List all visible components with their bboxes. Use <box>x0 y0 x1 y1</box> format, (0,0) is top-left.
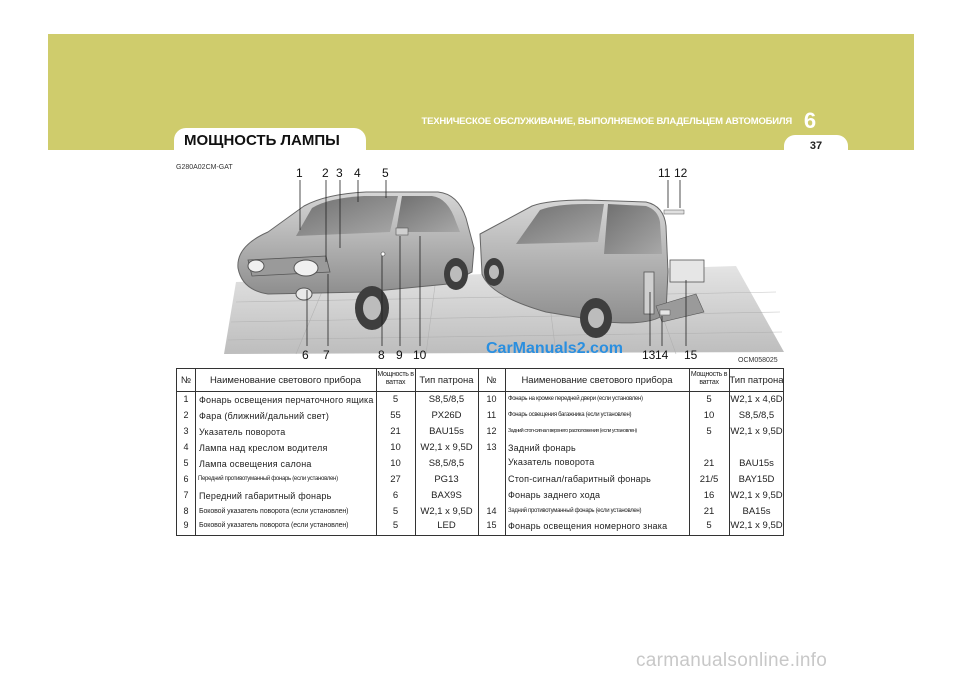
footer-watermark: carmanualsonline.info <box>636 650 828 671</box>
row-socket: W2,1 x 9,5D <box>420 442 473 453</box>
row-num: 6 <box>183 474 189 484</box>
row-name: Лампа освещения салона <box>199 459 312 469</box>
row-name: Передний габаритный фонарь <box>199 491 332 501</box>
callout-11: 11 <box>658 166 671 180</box>
row-socket: S8,5/8,5 <box>738 410 775 421</box>
row-num: 5 <box>183 458 189 468</box>
row-name: Задний стоп-сигнал верхнего расположения (если установлен) <box>508 428 637 434</box>
row-num: 8 <box>183 506 189 516</box>
page-number: 37 <box>809 140 823 152</box>
row-power: 21 <box>703 458 715 469</box>
row-num: 12 <box>486 426 497 436</box>
row-socket: PX26D <box>431 410 462 421</box>
running-title: ТЕХНИЧЕСКОЕ ОБСЛУЖИВАНИЕ, ВЫПОЛНЯЕМОЕ ВЛАДЕЛЬЦЕМ АВТОМОБИЛЯ <box>421 116 792 127</box>
row-power: 10 <box>390 442 401 453</box>
figure-code-top: G280A02CM-GAT <box>176 164 233 171</box>
row-num: 2 <box>183 410 189 420</box>
row-socket: LED <box>437 520 456 531</box>
row-num: 7 <box>183 490 189 500</box>
row-name: Фонарь на кромке передней двери (если установлен) <box>508 396 643 402</box>
row-socket: BAX9S <box>431 490 462 501</box>
row-power: 10 <box>703 410 715 421</box>
row-power: 55 <box>390 410 401 421</box>
header-socket-left: Тип патрона <box>419 375 474 386</box>
section-title: МОЩНОСТЬ ЛАМПЫ <box>184 132 340 149</box>
header-power-left: Мощность в ваттах <box>377 371 414 386</box>
row-power: 10 <box>390 458 401 469</box>
row-power: 5 <box>392 394 399 405</box>
row-name: Стоп-сигнал/габаритный фонарь <box>508 474 651 484</box>
row-socket: W2,1 x 9,5D <box>730 426 783 437</box>
callout-1: 1 <box>296 166 303 180</box>
header-name-right: Наименование светового прибора <box>521 375 673 386</box>
row-name: Фонарь освещения перчаточного ящика <box>199 395 374 405</box>
chapter-number: 6 <box>803 108 817 133</box>
row-name: Фонарь освещения номерного знака <box>508 521 668 531</box>
row-socket: W2,1 x 9,5D <box>420 506 473 517</box>
header-num-left: № <box>180 375 192 386</box>
row-name: Лампа над креслом водителя <box>199 443 328 453</box>
callout-15: 15 <box>684 348 698 362</box>
row-socket: PG13 <box>434 474 459 485</box>
callout-8: 8 <box>378 348 385 362</box>
header-power-right: Мощность в ваттах <box>690 371 728 386</box>
row-power: 6 <box>392 490 399 501</box>
row-name: Передний противотуманный фонарь (если установлен) <box>198 476 338 482</box>
lamp-wattage-table <box>176 368 784 536</box>
row-power: 27 <box>390 474 401 485</box>
row-power: 5 <box>392 520 399 531</box>
callout-5: 5 <box>382 166 389 180</box>
callout-13: 13 <box>642 348 656 362</box>
row-name: Фонарь заднего хода <box>508 490 601 500</box>
row-power: 5 <box>706 520 712 531</box>
row-num: 13 <box>486 442 497 452</box>
callout-6: 6 <box>302 348 309 362</box>
callout-2: 2 <box>322 166 329 180</box>
row-socket: BA15s <box>742 506 771 517</box>
row-power: 16 <box>703 490 715 501</box>
callout-4: 4 <box>354 166 361 180</box>
row-num: 11 <box>486 410 497 420</box>
row-socket: W2,1 x 9,5D <box>730 490 783 501</box>
row-num: 15 <box>486 520 497 530</box>
row-name: Задний противотуманный фонарь (если установлен) <box>508 508 642 514</box>
row-num: 9 <box>183 520 189 530</box>
callout-9: 9 <box>396 348 403 362</box>
row-name: Боковой указатель поворота (если установлен) <box>199 522 349 529</box>
row-socket: BAY15D <box>738 474 775 485</box>
header-name-left: Наименование светового прибора <box>209 375 362 386</box>
row-name: Задний фонарь <box>508 443 576 453</box>
callout-3: 3 <box>336 166 343 180</box>
row-num: 4 <box>183 442 189 452</box>
row-power: 21 <box>703 506 715 517</box>
row-name: Боковой указатель поворота (если установлен) <box>199 508 349 515</box>
row-power: 5 <box>392 506 399 517</box>
header-socket-right: Тип патрона <box>729 375 784 386</box>
row-name: Указатель поворота <box>199 427 286 437</box>
row-socket: W2,1 x 9,5D <box>730 520 783 531</box>
vehicle-lamps-figure <box>176 162 784 367</box>
callout-7: 7 <box>323 348 330 362</box>
header-num-right: № <box>486 375 497 386</box>
callout-12: 12 <box>674 166 688 180</box>
callout-14: 14 <box>655 348 669 362</box>
row-num: 3 <box>183 426 189 436</box>
row-name: Фара (ближний/дальний свет) <box>199 411 330 421</box>
row-socket: S8,5/8,5 <box>428 458 465 469</box>
row-name: Фонарь освещения багажника (если установлен) <box>508 412 632 418</box>
row-num: 10 <box>486 394 497 404</box>
row-socket: BAU15s <box>739 458 774 469</box>
row-power: 5 <box>706 426 712 437</box>
row-power: 21 <box>390 426 401 437</box>
watermark-text: CarManuals2.com <box>486 340 623 357</box>
row-num: 1 <box>183 394 189 404</box>
row-socket: BAU15s <box>429 426 464 437</box>
row-power: 5 <box>706 394 712 405</box>
figure-code-bottom: OCM058025 <box>738 357 778 364</box>
row-socket: S8,5/8,5 <box>428 394 465 405</box>
callout-10: 10 <box>413 348 427 362</box>
row-num: 14 <box>486 506 497 516</box>
row-socket: W2,1 x 4,6D <box>730 394 783 405</box>
row-name: Указатель поворота <box>508 457 595 467</box>
row-power: 21/5 <box>699 474 719 485</box>
